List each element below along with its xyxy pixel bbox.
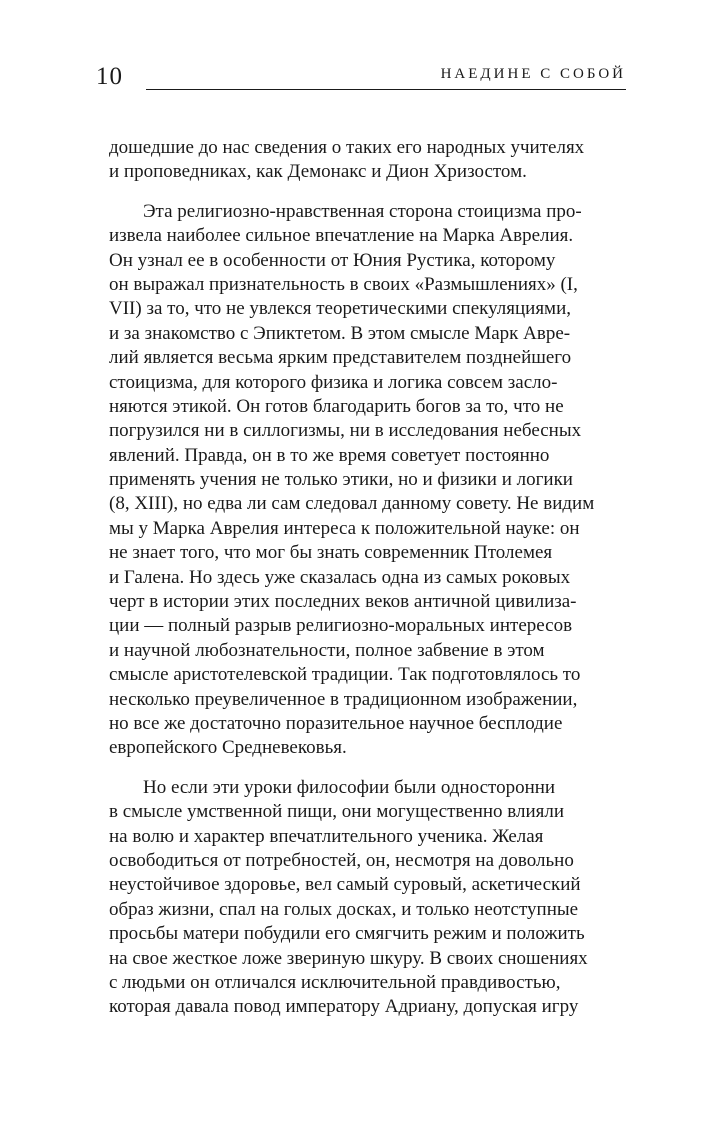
paragraph-2 xyxy=(109,200,594,761)
text-line: и научной любознательности, полное забвение в этом xyxy=(109,639,545,661)
text-line: извела наиболее сильное впечатление на Марка Аврелия. xyxy=(109,225,574,247)
text-line: ции — полный разрыв религиозно-моральных интересов xyxy=(109,615,573,637)
text-line: явлений. Правда, он в то же время советует постоянно xyxy=(109,444,550,466)
text-line: VII) за то, что не увлекся теоретическими спекуляциями, xyxy=(109,298,571,320)
text-line: на свое жесткое ложе звериную шкуру. В своих сношениях xyxy=(109,947,588,969)
text-line: не знает того, что мог бы знать современник Птолемея xyxy=(109,542,553,564)
text-line: лий является весьма ярким представителем позднейшего xyxy=(109,347,572,369)
text-line: применять учения не только этики, но и физики и логики xyxy=(109,469,573,491)
text-line: он выражал признательность в своих «Размышлениях» (I, xyxy=(109,273,578,295)
text-line: образ жизни, спал на голых досках, и только неотступные xyxy=(109,898,579,920)
text-line: погрузился ни в силлогизмы, ни в исследования небесных xyxy=(109,420,582,442)
text-line: (8, XIII), но едва ли сам следовал данному совету. Не видим xyxy=(109,493,595,515)
text-line: освободиться от потребностей, он, несмотря на довольно xyxy=(109,849,574,871)
text-line: которая давала повод императору Адриану, допуская игру xyxy=(109,996,579,1018)
text-line: черт в истории этих последних веков античной цивилиза- xyxy=(109,591,577,613)
text-line: и проповедниках, как Демонакс и Дион Хризостом. xyxy=(109,161,527,183)
text-line: Он узнал ее в особенности от Юния Рустика, которому xyxy=(109,249,556,271)
text-line: Но если эти уроки философии были односторонни xyxy=(143,776,556,798)
text-line: неустойчивое здоровье, вел самый суровый, аскетический xyxy=(109,874,581,896)
text-line: европейского Средневековья. xyxy=(109,737,347,759)
text-line: несколько преувеличенное в традиционном изображении, xyxy=(109,688,578,710)
text-line: но все же достаточно поразительное научное бесплодие xyxy=(109,712,563,734)
running-title: НАЕДИНЕ С СОБОЙ xyxy=(440,66,626,82)
text-line: стоицизма, для которого физика и логика совсем засло- xyxy=(109,371,558,393)
text-line: в смысле умственной пищи, они могущественно влияли xyxy=(109,801,565,823)
page-number: 10 xyxy=(96,63,123,90)
text-line: дошедшие до нас сведения о таких его народных учителях xyxy=(109,137,585,158)
text-line: мы у Марка Аврелия интереса к положительной науке: он xyxy=(109,517,580,539)
text-line: и за знакомство с Эпиктетом. В этом смысле Марк Авре- xyxy=(109,322,571,344)
text-line: Эта религиозно-нравственная сторона стоицизма про- xyxy=(143,200,582,222)
text-line: няются этикой. Он готов благодарить богов за то, что не xyxy=(109,395,564,417)
text-line: и Галена. Но здесь уже сказалась одна из самых роковых xyxy=(109,566,571,588)
text-line: на волю и характер впечатлительного ученика. Желая xyxy=(109,825,544,847)
text-line: просьбы матери побудили его смягчить режим и положить xyxy=(109,923,585,945)
text-line: смысле аристотелевской традиции. Так подготовлялось то xyxy=(109,664,581,686)
header-rule xyxy=(146,89,626,90)
body-text xyxy=(109,136,594,1020)
paragraph-3 xyxy=(109,776,594,1020)
paragraph-1 xyxy=(109,136,594,185)
text-line: с людьми он отличался исключительной правдивостью, xyxy=(109,971,561,993)
